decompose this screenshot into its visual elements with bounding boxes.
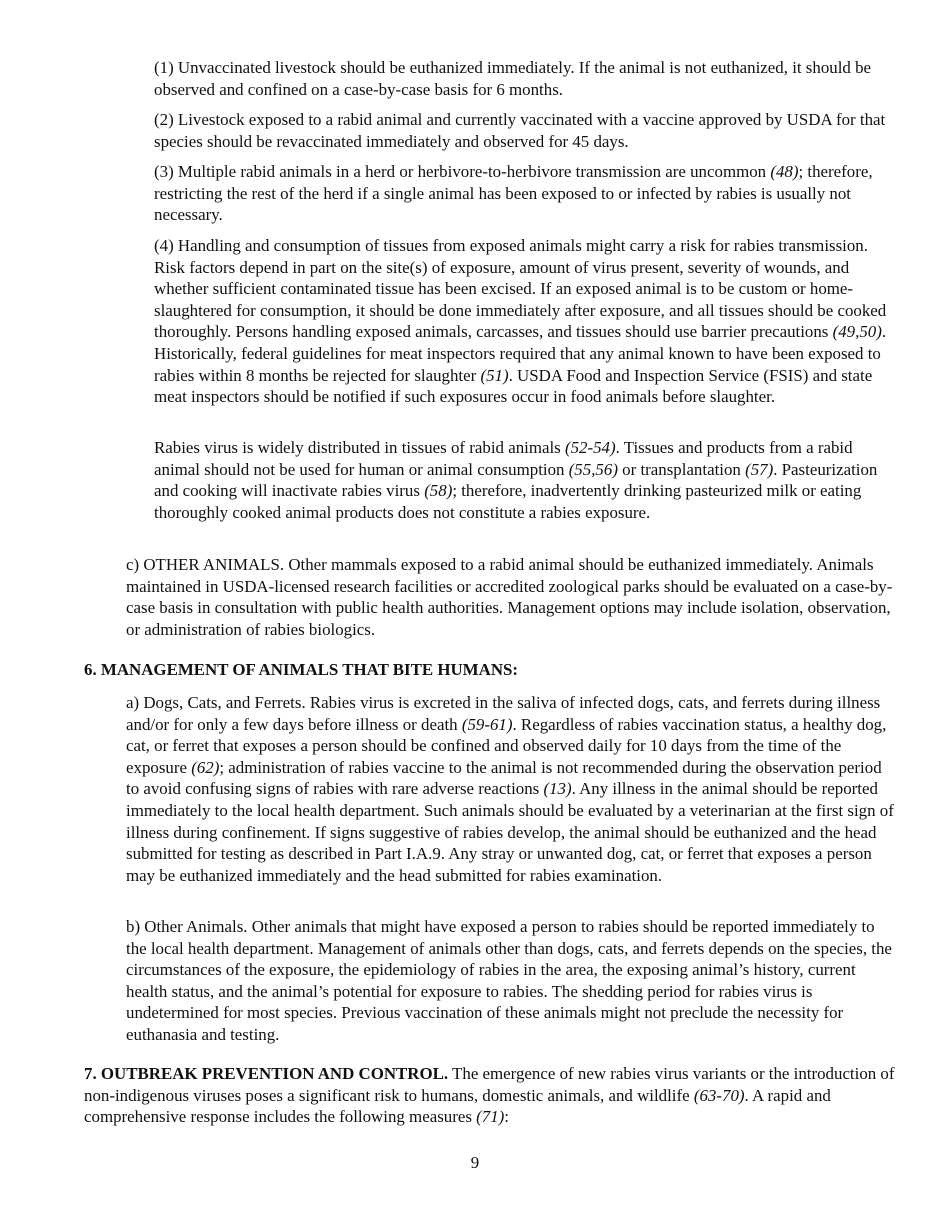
section-6-heading: 6. MANAGEMENT OF ANIMALS THAT BITE HUMANS: — [84, 660, 519, 679]
paragraph-other-animals: c) OTHER ANIMALS. Other mammals exposed to a rabid animal should be euthanized immediately. Animals maintained in USDA-licensed research facilities or accredited zoological parks should be evaluated on a case-by-case basis in consultation with public health authorities. Management options may include isolation, observation, or administration of rabies biologics. — [126, 555, 893, 639]
paragraph-virus-distribution: Rabies virus is widely distributed in tissues of rabid animals (52-54). Tissues and products from a rabid animal should not be used for human or animal consumption (55,56) or transplantation (57). Pasteurization and cooking will inactivate rabies virus (58); therefore, inadvertently drinking pasteurized milk or eating thoroughly cooked animal products does not constitute a rabies exposure. — [154, 438, 878, 522]
citation: (55,56) — [568, 459, 618, 479]
citation: (13) — [543, 779, 572, 799]
citation: (52-54) — [564, 438, 616, 457]
paragraph-dogs-cats-ferrets: a) Dogs, Cats, and Ferrets. Rabies virus is excreted in the saliva of infected dogs, cats, and ferrets during illness and/or for only a few days before illness or death (59-61). Regardless of rabies vaccination status, a healthy dog, cat, or ferret that exposes a person should be confined and observed daily for 10 days from the time of the exposure (62); administration of rabies vaccine to the animal is not recommended during the observation period to avoid confusing signs of rabies with rare adverse reactions (13). Any illness in the animal should be reported immediately to the local health department. Such animals should be evaluated by a veterinarian at the first sign of illness during confinement. If signs suggestive of rabies develop, the animal should be euthanized and the head submitted for testing as described in Part I.A.9. Any stray or unwanted dog, cat, or ferret that exposes a person may be euthanized immediately and the head submitted for rabies examination. — [126, 693, 894, 885]
paragraph-vaccinated-livestock: (2) Livestock exposed to a rabid animal and currently vaccinated with a vaccine approved by USDA for that species should be revaccinated immediately and observed for 45 days. — [154, 110, 886, 151]
citation: (71) — [476, 1107, 505, 1127]
citation: (62) — [191, 757, 220, 777]
citation: (59-61) — [461, 714, 513, 734]
citation: (63-70) — [693, 1085, 745, 1105]
page-number: 9 — [470, 1153, 480, 1172]
section-7-paragraph: 7. OUTBREAK PREVENTION AND CONTROL. The emergence of new rabies virus variants or the introduction of non-indigenous viruses poses a significant risk to humans, domestic animals, and wildlife (63-70). A rapid and comprehensive response includes the following measures (71): — [84, 1064, 895, 1127]
paragraph-handling-tissues: (4) Handling and consumption of tissues from exposed animals might carry a risk for rabies transmission. Risk factors depend in part on the site(s) of exposure, amount of virus present, severity of wounds, and whether sufficient contaminated tissue has been excised. If an exposed animal is to be custom or home-slaughtered for consumption, it should be done immediately after exposure, and all tissues should be cooked thoroughly. Persons handling exposed animals, carcasses, and tissues should use barrier precautions (49,50). Historically, federal guidelines for meat inspectors required that any animal known to have been exposed to rabies within 8 months be rejected for slaughter (51). USDA Food and Inspection Service (FSIS) and state meat inspectors should be notified if such exposures occur in food animals before slaughter. — [154, 236, 887, 407]
citation: (58) — [424, 481, 453, 501]
section-7-heading: 7. OUTBREAK PREVENTION AND CONTROL. — [84, 1064, 449, 1083]
citation: (49,50) — [832, 322, 882, 342]
paragraph-other-animals-bite: b) Other Animals. Other animals that might have exposed a person to rabies should be reported immediately to the local health department. Management of animals other than dogs, cats, and ferrets depends on the species, the circumstances of the exposure, the epidemiology of rabies in the area, the exposing animal’s history, current health status, and the animal’s potential for exposure to rabies. The shedding period for rabies virus is undetermined for most species. Previous vaccination of these animals might not preclude the necessity for euthanasia and testing. — [126, 917, 892, 1044]
citation: (48) — [770, 162, 799, 181]
citation: (57) — [745, 459, 774, 479]
paragraph-unvaccinated-livestock: (1) Unvaccinated livestock should be euthanized immediately. If the animal is not euthanized, it should be observed and confined on a case-by-case basis for 6 months. — [154, 58, 872, 99]
paragraph-multiple-rabid-animals: (3) Multiple rabid animals in a herd or herbivore-to-herbivore transmission are uncommon (48); therefore, restricting the rest of the herd if a single animal has been exposed to or infected by rabies is usually not necessary. — [154, 162, 873, 225]
citation: (51) — [480, 365, 509, 385]
